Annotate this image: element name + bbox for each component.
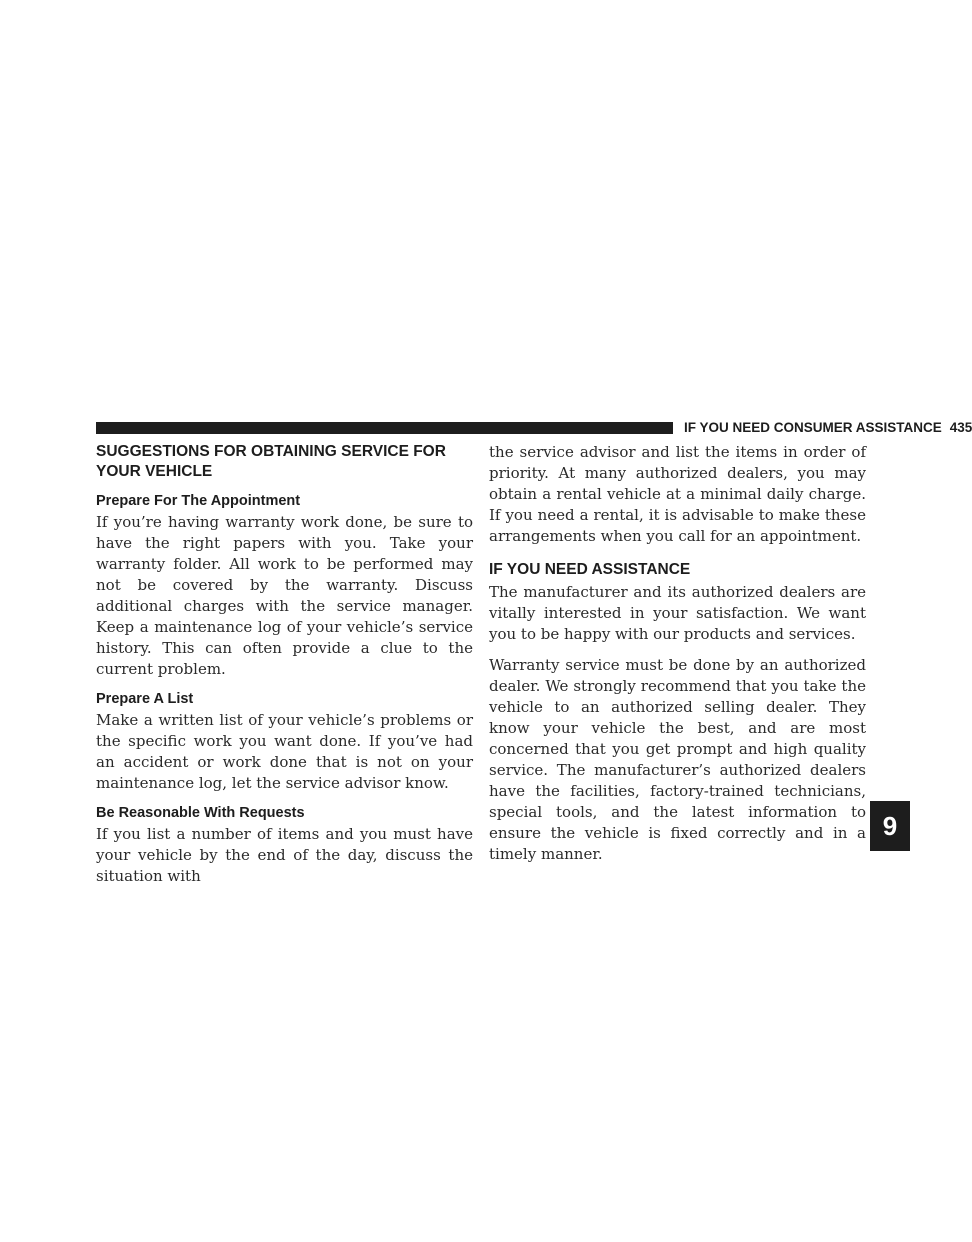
page-number: 435 <box>949 420 972 435</box>
right-column <box>489 442 866 865</box>
chapter-tab: 9 <box>870 801 910 851</box>
section-title-service: SUGGESTIONS FOR OBTAINING SERVICE FOR YOUR VEHICLE <box>96 443 446 480</box>
section-title-assistance: IF YOU NEED ASSISTANCE <box>489 561 691 578</box>
header-rule <box>96 422 673 434</box>
heading-prepare-appointment: Prepare For The Appointment <box>96 493 301 509</box>
paragraph-continuation: the service advisor and list the items in order of priority. At many authorized dealers, you may obtain a rental vehicle at a minimal daily charge. If you need a rental, it is advisable to make these arrangements when you call for an appointment. <box>489 443 866 545</box>
heading-reasonable-requests: Be Reasonable With Requests <box>96 805 305 821</box>
paragraph-reasonable-requests: If you list a number of items and you must have your vehicle by the end of the day, discuss the situation with <box>96 825 473 885</box>
header-section-title: IF YOU NEED CONSUMER ASSISTANCE <box>684 420 942 435</box>
paragraph-assistance-intro: The manufacturer and its authorized dealers are vitally interested in your satisfaction. We want you to be happy with our products and services. <box>489 583 866 643</box>
heading-prepare-list: Prepare A List <box>96 691 194 707</box>
paragraph-prepare-appointment: If you’re having warranty work done, be sure to have the right papers with you. Take your warranty folder. All work to be performed may not be covered by the warranty. Discuss additional charges with the service manager. Keep a maintenance log of your vehicle’s service history. This can often provide a clue to the current problem. <box>96 513 473 678</box>
left-column <box>96 442 473 887</box>
running-header <box>684 419 972 437</box>
paragraph-prepare-list: Make a written list of your vehicle’s problems or the specific work you want done. If you’ve had an accident or work done that is not on your maintenance log, let the service advisor know. <box>96 711 473 792</box>
paragraph-warranty-service: Warranty service must be done by an authorized dealer. We strongly recommend that you take the vehicle to an authorized selling dealer. They know your vehicle the best, and are most concerned that you get prompt and high quality service. The manufacturer’s authorized dealers have the facilities, factory-trained technicians, special tools, and the latest information to ensure the vehicle is fixed correctly and in a timely manner. <box>489 656 866 863</box>
